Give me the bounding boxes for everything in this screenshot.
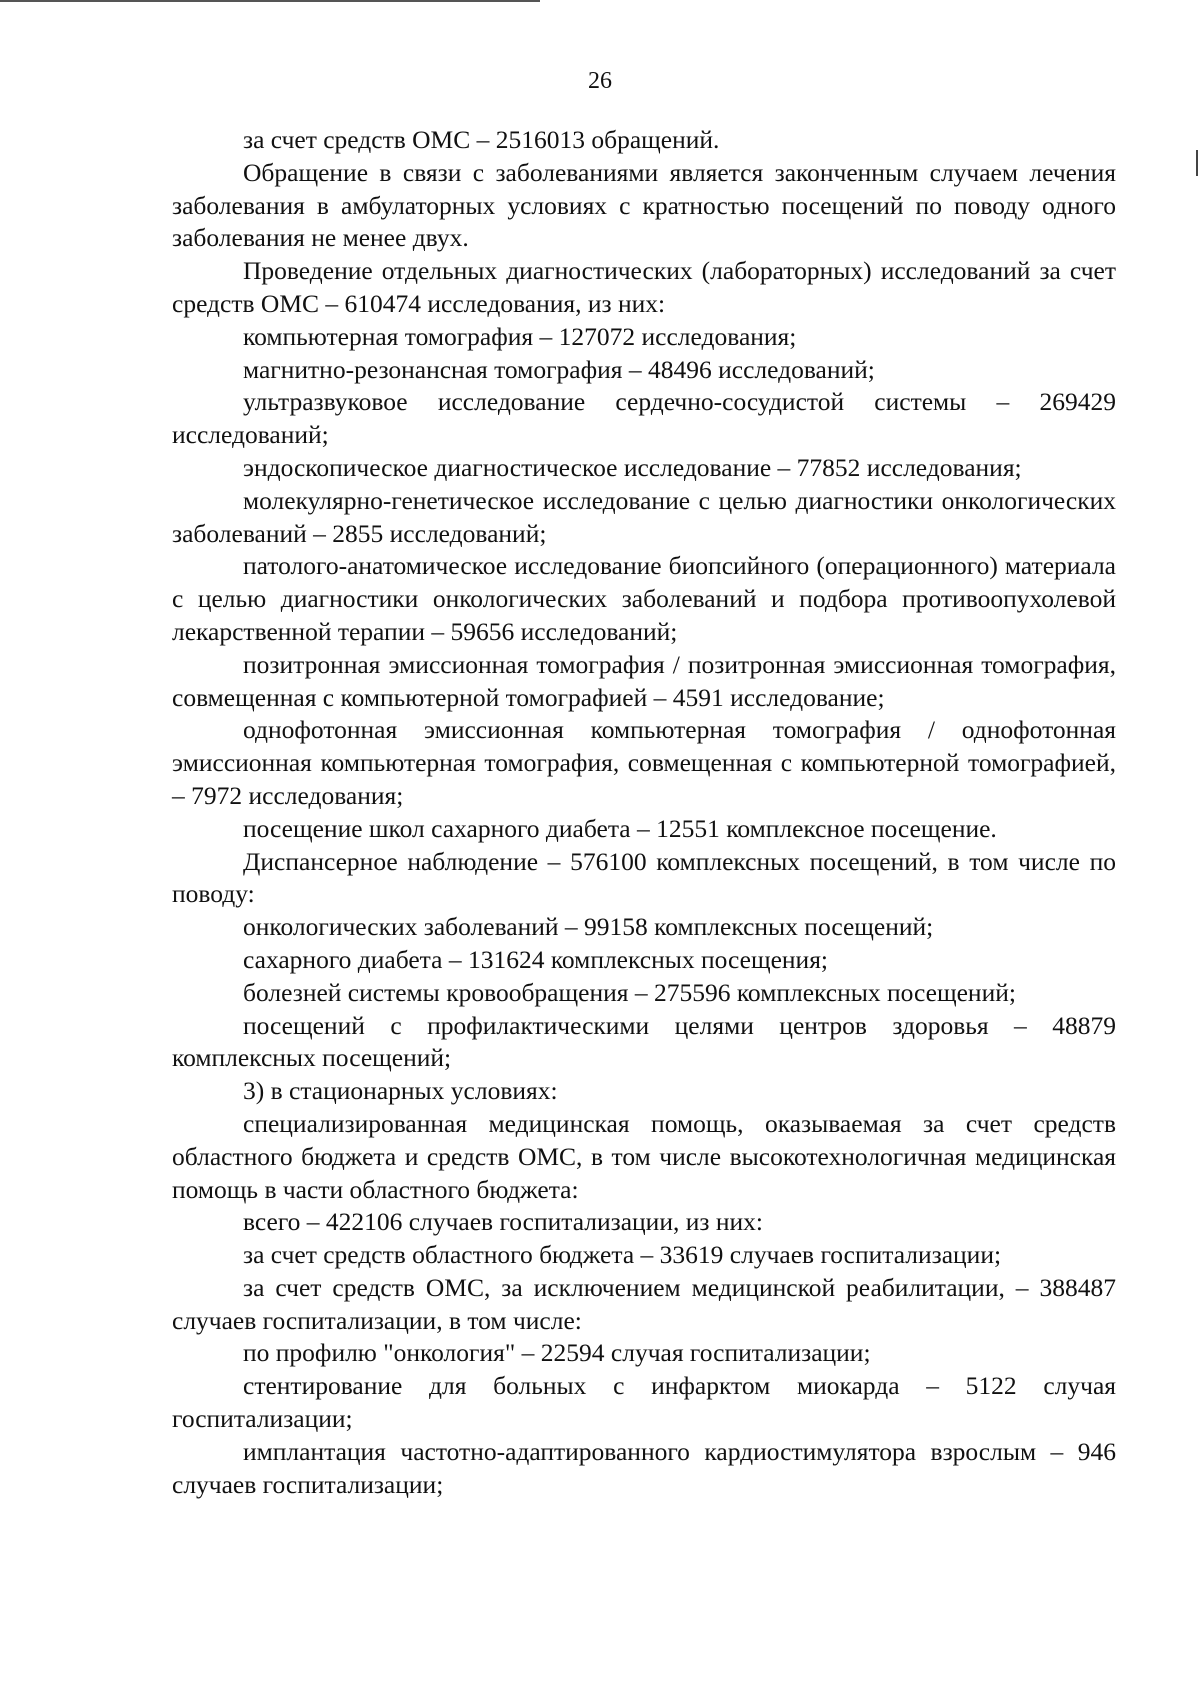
paragraph-4: компьютерная томография – 127072 исследования; bbox=[243, 321, 797, 351]
paragraph-14: онкологических заболеваний – 99158 комплексных посещений; bbox=[243, 912, 934, 942]
paragraph-21: за счет средств областного бюджета – 33619 случаев госпитализации; bbox=[243, 1240, 1002, 1270]
paragraph-2: Обращение в связи с заболеваниями является законченным случаем лечения заболевания в амбулаторных условиях с кратностью посещений по поводу одного заболевания не менее двух. bbox=[172, 157, 1116, 253]
document-body bbox=[172, 124, 1116, 1501]
paragraph-19: специализированная медицинская помощь, оказываемая за счет средств областного бюджета и средств ОМС, в том числе высокотехнологичная медицинская помощь в части областного бюджета: bbox=[172, 1108, 1116, 1204]
paragraph-10: позитронная эмиссионная томография / позитронная эмиссионная томография, совмещенная с компьютерной томографией – 4591 исследование; bbox=[172, 649, 1116, 712]
paragraph-11: однофотонная эмиссионная компьютерная томография / однофотонная эмиссионная компьютерная томография, совмещенная с компьютерной томографией, – 7972 исследования; bbox=[172, 715, 1116, 810]
paragraph-22: за счет средств ОМС, за исключением медицинской реабилитации, – 388487 случаев госпитализации, в том числе: bbox=[172, 1272, 1116, 1335]
paragraph-6: ультразвуковое исследование сердечно-сосудистой системы – 269429 исследований; bbox=[172, 387, 1116, 450]
paragraph-12: посещение школ сахарного диабета – 12551 комплексное посещение. bbox=[243, 813, 997, 843]
paragraph-16: болезней системы кровообращения – 275596 комплексных посещений; bbox=[243, 977, 1016, 1007]
scan-edge-mark bbox=[1196, 150, 1198, 176]
paragraph-7: эндоскопическое диагностическое исследование – 77852 исследования; bbox=[243, 452, 1022, 482]
paragraph-20: всего – 422106 случаев госпитализации, из них: bbox=[243, 1207, 763, 1237]
paragraph-13: Диспансерное наблюдение – 576100 комплексных посещений, в том числе по поводу: bbox=[172, 846, 1116, 909]
page-number: 26 bbox=[588, 68, 612, 94]
paragraph-17: посещений с профилактическими целями центров здоровья – 48879 комплексных посещений; bbox=[172, 1010, 1116, 1073]
paragraph-24: стентирование для больных с инфарктом миокарда – 5122 случая госпитализации; bbox=[172, 1371, 1116, 1434]
scan-top-rule bbox=[0, 0, 540, 2]
paragraph-1: за счет средств ОМС – 2516013 обращений. bbox=[243, 125, 720, 154]
paragraph-23: по профилю "онкология" – 22594 случая госпитализации; bbox=[243, 1338, 871, 1368]
paragraph-18: 3) в стационарных условиях: bbox=[243, 1076, 558, 1106]
paragraph-25: имплантация частотно-адаптированного кардиостимулятора взрослым – 946 случаев госпитализации; bbox=[172, 1436, 1116, 1499]
paragraph-9: патолого-анатомическое исследование биопсийного (операционного) материала с целью диагностики онкологических заболеваний и подбора противоопухолевой лекарственной терапии – 59656 исследований; bbox=[172, 551, 1116, 646]
paragraph-15: сахарного диабета – 131624 комплексных посещения; bbox=[243, 944, 829, 974]
paragraph-3: Проведение отдельных диагностических (лабораторных) исследований за счет средств ОМС – 610474 исследования, из них: bbox=[172, 256, 1116, 318]
paragraph-8: молекулярно-генетическое исследование с целью диагностики онкологических заболеваний – 2855 исследований; bbox=[172, 485, 1116, 548]
paragraph-5: магнитно-резонансная томография – 48496 исследований; bbox=[243, 354, 875, 384]
